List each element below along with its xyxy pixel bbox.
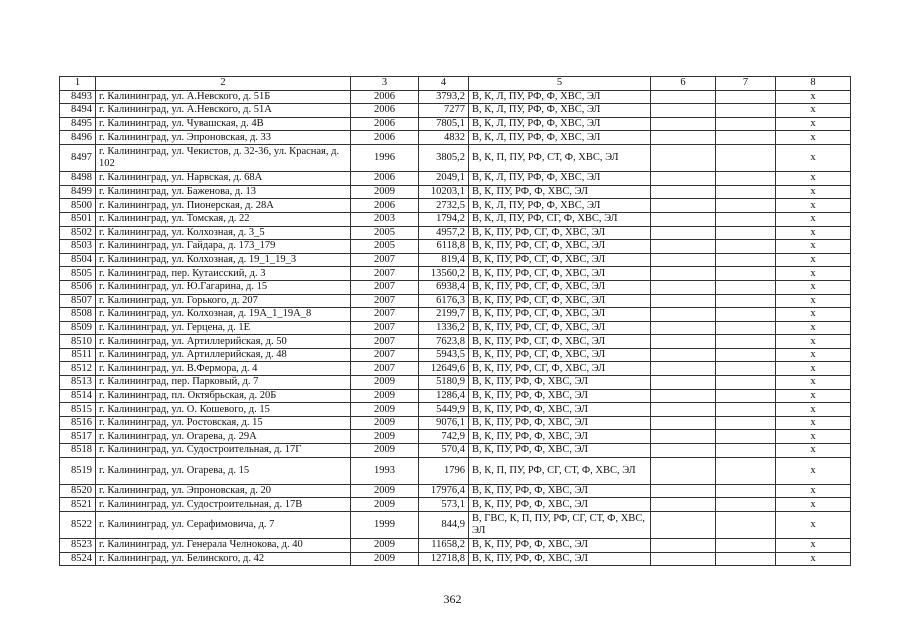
row-number-cell: 8503 [60,240,96,254]
elements-cell: В, К, Л, ПУ, РФ, Ф, ХВС, ЭЛ [469,172,651,186]
area-cell: 7277 [419,104,469,118]
col6-cell [651,90,716,104]
col6-cell [651,416,716,430]
col8-cell: x [776,185,851,199]
col7-cell [716,376,776,390]
col7-cell [716,104,776,118]
elements-cell: В, К, Л, ПУ, РФ, Ф, ХВС, ЭЛ [469,90,651,104]
row-number-cell: 8507 [60,294,96,308]
table-row [60,226,851,240]
year-cell: 2007 [351,280,419,294]
address-cell: г. Калининград, ул. Серафимовича, д. 7 [96,512,351,539]
col8-cell: x [776,267,851,281]
area-cell: 742,9 [419,430,469,444]
year-cell: 2007 [351,294,419,308]
address-cell: г. Калининград, ул. Генерала Челнокова, д. 40 [96,539,351,553]
col6-cell [651,403,716,417]
row-number-cell: 8498 [60,172,96,186]
col7-cell [716,416,776,430]
year-cell: 1996 [351,144,419,171]
col8-cell: x [776,389,851,403]
col6-cell [651,131,716,145]
row-number-cell: 8510 [60,335,96,349]
address-cell: г. Калининград, ул. Ю.Гагарина, д. 15 [96,280,351,294]
elements-cell: В, К, ПУ, РФ, Ф, ХВС, ЭЛ [469,484,651,498]
area-cell: 1796 [419,457,469,484]
col7-cell [716,172,776,186]
row-number-cell: 8515 [60,403,96,417]
table-row [60,131,851,145]
elements-cell: В, К, ПУ, РФ, Ф, ХВС, ЭЛ [469,185,651,199]
elements-cell: В, К, ПУ, РФ, СГ, Ф, ХВС, ЭЛ [469,226,651,240]
table-row [60,90,851,104]
year-cell: 2005 [351,240,419,254]
col8-cell: x [776,416,851,430]
col8-cell: x [776,552,851,566]
address-cell: г. Калининград, ул. Чекистов, д. 32-36, ул. Красная, д. 102 [96,144,351,171]
row-number-cell: 8497 [60,144,96,171]
elements-cell: В, К, ПУ, РФ, Ф, ХВС, ЭЛ [469,416,651,430]
year-cell: 2007 [351,362,419,376]
table-row [60,172,851,186]
col7-cell [716,321,776,335]
col6-cell [651,389,716,403]
col7-cell [716,430,776,444]
elements-cell: В, К, ПУ, РФ, СГ, Ф, ХВС, ЭЛ [469,348,651,362]
row-number-cell: 8517 [60,430,96,444]
table-row [60,253,851,267]
elements-cell: В, К, Л, ПУ, РФ, Ф, ХВС, ЭЛ [469,131,651,145]
col7-cell [716,552,776,566]
area-cell: 4832 [419,131,469,145]
area-cell: 10203,1 [419,185,469,199]
col8-cell: x [776,144,851,171]
row-number-cell: 8494 [60,104,96,118]
col6-cell [651,539,716,553]
row-number-cell: 8518 [60,444,96,458]
area-cell: 1286,4 [419,389,469,403]
area-cell: 13560,2 [419,267,469,281]
table-row [60,376,851,390]
area-cell: 819,4 [419,253,469,267]
table-row [60,484,851,498]
row-number-cell: 8511 [60,348,96,362]
col6-cell [651,117,716,131]
address-cell: г. Калининград, ул. Колхозная, д. 19_1_19_3 [96,253,351,267]
year-cell: 2009 [351,444,419,458]
header-cell: 7 [716,77,776,91]
col6-cell [651,212,716,226]
year-cell: 2009 [351,185,419,199]
area-cell: 12649,6 [419,362,469,376]
table-row [60,117,851,131]
area-cell: 3793,2 [419,90,469,104]
elements-cell: В, К, Л, ПУ, РФ, Ф, ХВС, ЭЛ [469,117,651,131]
col7-cell [716,498,776,512]
col8-cell: x [776,240,851,254]
address-cell: г. Калининград, пер. Кутаисский, д. 3 [96,267,351,281]
table-row [60,294,851,308]
address-cell: г. Калининград, ул. Гайдара, д. 173_179 [96,240,351,254]
address-cell: г. Калининград, ул. Огарева, д. 15 [96,457,351,484]
col8-cell: x [776,498,851,512]
address-cell: г. Калининград, ул. Артиллерийская, д. 50 [96,335,351,349]
address-cell: г. Калининград, ул. Судостроительная, д. 17В [96,498,351,512]
col8-cell: x [776,321,851,335]
area-cell: 7623,8 [419,335,469,349]
row-number-cell: 8523 [60,539,96,553]
row-number-cell: 8509 [60,321,96,335]
table-row [60,539,851,553]
col6-cell [651,362,716,376]
col7-cell [716,403,776,417]
area-cell: 2049,1 [419,172,469,186]
table-row [60,552,851,566]
col8-cell: x [776,172,851,186]
table-row [60,444,851,458]
col8-cell: x [776,484,851,498]
area-cell: 6118,8 [419,240,469,254]
elements-cell: В, К, П, ПУ, РФ, СГ, СТ, Ф, ХВС, ЭЛ [469,457,651,484]
area-cell: 6176,3 [419,294,469,308]
col6-cell [651,144,716,171]
table-row [60,403,851,417]
elements-cell: В, К, ПУ, РФ, СГ, Ф, ХВС, ЭЛ [469,335,651,349]
row-number-cell: 8500 [60,199,96,213]
year-cell: 2007 [351,253,419,267]
row-number-cell: 8502 [60,226,96,240]
col8-cell: x [776,131,851,145]
col7-cell [716,335,776,349]
area-cell: 5943,5 [419,348,469,362]
col6-cell [651,348,716,362]
col6-cell [651,444,716,458]
address-cell: г. Калининград, ул. Судостроительная, д. 17Г [96,444,351,458]
table-header-row [60,77,851,91]
address-cell: г. Калининград, ул. А.Невского, д. 51Б [96,90,351,104]
col7-cell [716,444,776,458]
table-row [60,335,851,349]
elements-cell: В, К, ПУ, РФ, Ф, ХВС, ЭЛ [469,376,651,390]
col7-cell [716,253,776,267]
col7-cell [716,212,776,226]
row-number-cell: 8508 [60,308,96,322]
col6-cell [651,430,716,444]
col8-cell: x [776,117,851,131]
housing-table [59,76,851,566]
elements-cell: В, К, ПУ, РФ, СГ, Ф, ХВС, ЭЛ [469,362,651,376]
table-row [60,240,851,254]
elements-cell: В, К, ПУ, РФ, СГ, Ф, ХВС, ЭЛ [469,308,651,322]
elements-cell: В, К, ПУ, РФ, СГ, Ф, ХВС, ЭЛ [469,253,651,267]
col7-cell [716,512,776,539]
col6-cell [651,321,716,335]
address-cell: г. Калининград, ул. Горького, д. 207 [96,294,351,308]
col7-cell [716,348,776,362]
year-cell: 2009 [351,403,419,417]
elements-cell: В, К, ПУ, РФ, Ф, ХВС, ЭЛ [469,539,651,553]
col6-cell [651,335,716,349]
address-cell: г. Калининград, пл. Октябрьская, д. 20Б [96,389,351,403]
table-row [60,348,851,362]
elements-cell: В, К, ПУ, РФ, Ф, ХВС, ЭЛ [469,552,651,566]
col6-cell [651,172,716,186]
row-number-cell: 8501 [60,212,96,226]
row-number-cell: 8499 [60,185,96,199]
col8-cell: x [776,348,851,362]
area-cell: 4957,2 [419,226,469,240]
col8-cell: x [776,362,851,376]
header-cell: 2 [96,77,351,91]
col7-cell [716,144,776,171]
header-cell: 4 [419,77,469,91]
address-cell: г. Калининград, ул. А.Невского, д. 51А [96,104,351,118]
page-number: 362 [443,592,462,606]
address-cell: г. Калининград, ул. Огарева, д. 29А [96,430,351,444]
col7-cell [716,131,776,145]
year-cell: 1993 [351,457,419,484]
row-number-cell: 8512 [60,362,96,376]
table-row [60,308,851,322]
area-cell: 844,9 [419,512,469,539]
year-cell: 2009 [351,389,419,403]
table-row [60,199,851,213]
col7-cell [716,185,776,199]
year-cell: 1999 [351,512,419,539]
col6-cell [651,280,716,294]
area-cell: 12718,8 [419,552,469,566]
col7-cell [716,240,776,254]
year-cell: 2007 [351,308,419,322]
row-number-cell: 8493 [60,90,96,104]
header-cell: 6 [651,77,716,91]
address-cell: г. Калининград, ул. Колхозная, д. 3_5 [96,226,351,240]
year-cell: 2009 [351,416,419,430]
address-cell: г. Калининград, пер. Парковый, д. 7 [96,376,351,390]
col7-cell [716,267,776,281]
table-row [60,104,851,118]
col6-cell [651,199,716,213]
year-cell: 2009 [351,376,419,390]
table-row [60,280,851,294]
elements-cell: В, К, Л, ПУ, РФ, Ф, ХВС, ЭЛ [469,104,651,118]
row-number-cell: 8521 [60,498,96,512]
col8-cell: x [776,430,851,444]
col8-cell: x [776,457,851,484]
col8-cell: x [776,104,851,118]
header-cell: 1 [60,77,96,91]
row-number-cell: 8519 [60,457,96,484]
col6-cell [651,267,716,281]
table-row [60,457,851,484]
elements-cell: В, К, ПУ, РФ, Ф, ХВС, ЭЛ [469,430,651,444]
area-cell: 9076,1 [419,416,469,430]
elements-cell: В, К, ПУ, РФ, СГ, Ф, ХВС, ЭЛ [469,267,651,281]
area-cell: 3805,2 [419,144,469,171]
col8-cell: x [776,253,851,267]
col8-cell: x [776,335,851,349]
col6-cell [651,104,716,118]
year-cell: 2009 [351,484,419,498]
address-cell: г. Калининград, ул. В.Фермора, д. 4 [96,362,351,376]
col7-cell [716,280,776,294]
col7-cell [716,362,776,376]
table-row [60,185,851,199]
col6-cell [651,294,716,308]
col6-cell [651,185,716,199]
table-row [60,212,851,226]
row-number-cell: 8520 [60,484,96,498]
col6-cell [651,376,716,390]
area-cell: 1794,2 [419,212,469,226]
elements-cell: В, К, Л, ПУ, РФ, Ф, ХВС, ЭЛ [469,199,651,213]
address-cell: г. Калининград, ул. О. Кошевого, д. 15 [96,403,351,417]
col6-cell [651,552,716,566]
col8-cell: x [776,376,851,390]
col6-cell [651,240,716,254]
header-cell: 5 [469,77,651,91]
col8-cell: x [776,226,851,240]
year-cell: 2006 [351,199,419,213]
col6-cell [651,484,716,498]
col8-cell: x [776,294,851,308]
year-cell: 2006 [351,90,419,104]
row-number-cell: 8506 [60,280,96,294]
year-cell: 2006 [351,172,419,186]
area-cell: 573,1 [419,498,469,512]
col8-cell: x [776,512,851,539]
area-cell: 17976,4 [419,484,469,498]
year-cell: 2009 [351,539,419,553]
elements-cell: В, К, ПУ, РФ, Ф, ХВС, ЭЛ [469,498,651,512]
row-number-cell: 8514 [60,389,96,403]
col8-cell: x [776,90,851,104]
address-cell: г. Калининград, ул. Нарвская, д. 68А [96,172,351,186]
address-cell: г. Калининград, ул. Артиллерийская, д. 48 [96,348,351,362]
address-cell: г. Калининград, ул. Чувашская, д. 4В [96,117,351,131]
row-number-cell: 8513 [60,376,96,390]
year-cell: 2006 [351,104,419,118]
address-cell: г. Калининград, ул. Эпроновская, д. 20 [96,484,351,498]
col7-cell [716,308,776,322]
row-number-cell: 8495 [60,117,96,131]
col7-cell [716,539,776,553]
year-cell: 2006 [351,131,419,145]
address-cell: г. Калининград, ул. Пионерская, д. 28А [96,199,351,213]
year-cell: 2009 [351,498,419,512]
elements-cell: В, К, ПУ, РФ, Ф, ХВС, ЭЛ [469,444,651,458]
elements-cell: В, К, ПУ, РФ, СГ, Ф, ХВС, ЭЛ [469,321,651,335]
year-cell: 2003 [351,212,419,226]
elements-cell: В, К, ПУ, РФ, СГ, Ф, ХВС, ЭЛ [469,280,651,294]
col6-cell [651,226,716,240]
col7-cell [716,117,776,131]
col6-cell [651,457,716,484]
address-cell: г. Калининград, ул. Белинского, д. 42 [96,552,351,566]
address-cell: г. Калининград, ул. Томская, д. 22 [96,212,351,226]
elements-cell: В, К, Л, ПУ, РФ, СГ, Ф, ХВС, ЭЛ [469,212,651,226]
area-cell: 2199,7 [419,308,469,322]
row-number-cell: 8522 [60,512,96,539]
year-cell: 2007 [351,267,419,281]
col7-cell [716,90,776,104]
address-cell: г. Калининград, ул. Герцена, д. 1Е [96,321,351,335]
row-number-cell: 8505 [60,267,96,281]
address-cell: г. Калининград, ул. Баженова, д. 13 [96,185,351,199]
address-cell: г. Калининград, ул. Колхозная, д. 19А_1_19А_8 [96,308,351,322]
address-cell: г. Калининград, ул. Эпроновская, д. 33 [96,131,351,145]
col6-cell [651,512,716,539]
col6-cell [651,498,716,512]
col8-cell: x [776,539,851,553]
header-cell: 8 [776,77,851,91]
col8-cell: x [776,403,851,417]
elements-cell: В, К, ПУ, РФ, Ф, ХВС, ЭЛ [469,389,651,403]
year-cell: 2007 [351,348,419,362]
table-row [60,144,851,171]
col7-cell [716,199,776,213]
col7-cell [716,484,776,498]
elements-cell: В, К, П, ПУ, РФ, СТ, Ф, ХВС, ЭЛ [469,144,651,171]
elements-cell: В, К, ПУ, РФ, СГ, Ф, ХВС, ЭЛ [469,240,651,254]
table-row [60,416,851,430]
col7-cell [716,294,776,308]
area-cell: 5180,9 [419,376,469,390]
elements-cell: В, К, ПУ, РФ, Ф, ХВС, ЭЛ [469,403,651,417]
area-cell: 5449,9 [419,403,469,417]
col8-cell: x [776,308,851,322]
year-cell: 2005 [351,226,419,240]
year-cell: 2007 [351,335,419,349]
table-row [60,512,851,539]
year-cell: 2009 [351,430,419,444]
table-row [60,498,851,512]
year-cell: 2006 [351,117,419,131]
row-number-cell: 8496 [60,131,96,145]
area-cell: 7805,1 [419,117,469,131]
area-cell: 1336,2 [419,321,469,335]
area-cell: 11658,2 [419,539,469,553]
col8-cell: x [776,444,851,458]
col7-cell [716,389,776,403]
year-cell: 2007 [351,321,419,335]
table-row [60,362,851,376]
row-number-cell: 8516 [60,416,96,430]
table-row [60,267,851,281]
year-cell: 2009 [351,552,419,566]
col8-cell: x [776,280,851,294]
table-row [60,321,851,335]
row-number-cell: 8504 [60,253,96,267]
col8-cell: x [776,199,851,213]
area-cell: 2732,5 [419,199,469,213]
table-row [60,430,851,444]
col6-cell [651,253,716,267]
area-cell: 570,4 [419,444,469,458]
area-cell: 6938,4 [419,280,469,294]
col6-cell [651,308,716,322]
elements-cell: В, ГВС, К, П, ПУ, РФ, СГ, СТ, Ф, ХВС, ЭЛ [469,512,651,539]
row-number-cell: 8524 [60,552,96,566]
address-cell: г. Калининград, ул. Ростовская, д. 15 [96,416,351,430]
col7-cell [716,457,776,484]
header-cell: 3 [351,77,419,91]
col7-cell [716,226,776,240]
col8-cell: x [776,212,851,226]
table-row [60,389,851,403]
elements-cell: В, К, ПУ, РФ, СГ, Ф, ХВС, ЭЛ [469,294,651,308]
